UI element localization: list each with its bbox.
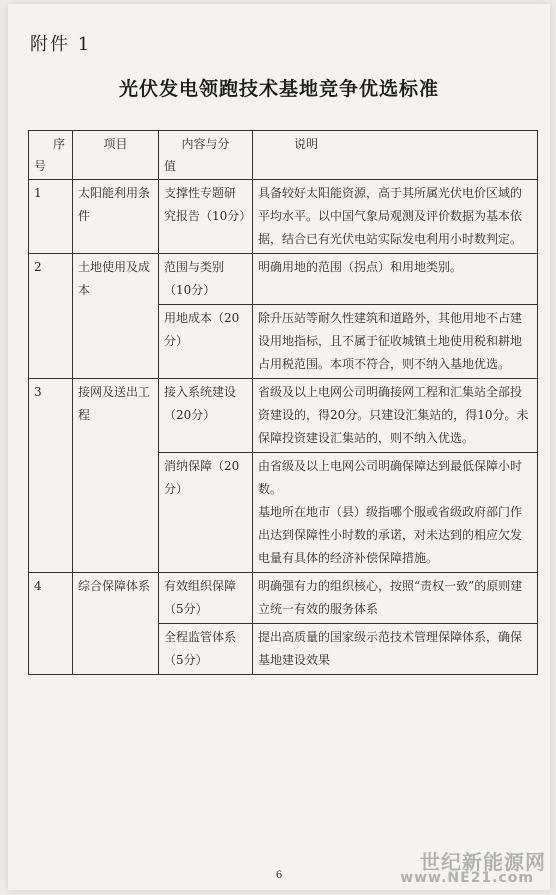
row-item: 太阳能利用条件 xyxy=(73,180,159,254)
row-desc: 明确强有力的组织核心，按照“责权一致”的原则建立统一有效的服务体系 xyxy=(253,573,538,624)
document-title: 光伏发电领跑技术基地竞争优选标准 xyxy=(118,78,439,100)
row-item: 综合保障体系 xyxy=(73,573,159,675)
header-item: 项目 xyxy=(73,131,159,180)
row-desc-para: 基地所在地市（县）级指哪个服或省级政府部门作出达到保障性小时数的承诺，对未达到的相应欠发电量有具体的经济补偿保障措施。 xyxy=(258,505,523,565)
row-score: 有效组织保障（5分） xyxy=(159,573,253,624)
row-desc: 省级及以上电网公司明确接网工程和汇集站全部投资建设的，得20分。只建设汇集站的，得10分。未保障投资建设汇集站的，则不纳入优选。 xyxy=(253,379,538,453)
table-row xyxy=(29,379,538,453)
row-desc-para: 由省级及以上电网公司明确保障达到最低保障小时数。 xyxy=(258,459,523,496)
table-row xyxy=(29,180,538,254)
document-page xyxy=(8,4,550,890)
row-score: 支撑性专题研究报告（10分） xyxy=(159,180,253,254)
row-item: 土地使用及成本 xyxy=(73,254,159,379)
row-item: 接网及送出工程 xyxy=(73,379,159,573)
header-no: 序 号 xyxy=(29,131,73,180)
header-score: 内容与分 值 xyxy=(159,131,253,180)
row-number: 1 xyxy=(29,180,73,254)
row-number: 3 xyxy=(29,379,73,573)
attachment-label: 附件 1 xyxy=(30,34,92,55)
row-desc xyxy=(253,453,538,573)
row-number: 4 xyxy=(29,573,73,675)
row-desc: 除升压站等耐久性建筑和道路外，其他用地不占建设用地指标，且不属于征收城镇土地使用税和耕地占用税范围。本项不符合，则不纳入基地优选。 xyxy=(253,305,538,379)
page-number: 6 xyxy=(275,870,283,881)
row-score: 用地成本（20分） xyxy=(159,305,253,379)
criteria-table xyxy=(28,130,538,675)
row-score: 消纳保障（20分） xyxy=(159,453,253,573)
table-row xyxy=(29,254,538,305)
watermark-url: www.NE21.com xyxy=(400,870,534,886)
row-desc: 提出高质量的国家级示范技术管理保障体系，确保基地建设效果 xyxy=(253,624,538,675)
table-header-row xyxy=(29,131,538,180)
row-score: 接入系统建设（20分） xyxy=(159,379,253,453)
row-score: 范围与类别（10分） xyxy=(159,254,253,305)
row-desc: 具备较好太阳能资源，高于其所属光伏电价区域的平均水平。以中国气象局观测及评价数据为基本依据，结合已有光伏电站实际发电利用小时数判定。 xyxy=(253,180,538,254)
watermark-logo-text: 世纪新能源网 xyxy=(420,850,546,874)
header-desc: 说明 xyxy=(253,131,538,180)
row-score: 全程监管体系（5分） xyxy=(159,624,253,675)
row-number: 2 xyxy=(29,254,73,379)
table-row xyxy=(29,573,538,624)
row-desc: 明确用地的范围（拐点）和用地类别。 xyxy=(253,254,538,305)
